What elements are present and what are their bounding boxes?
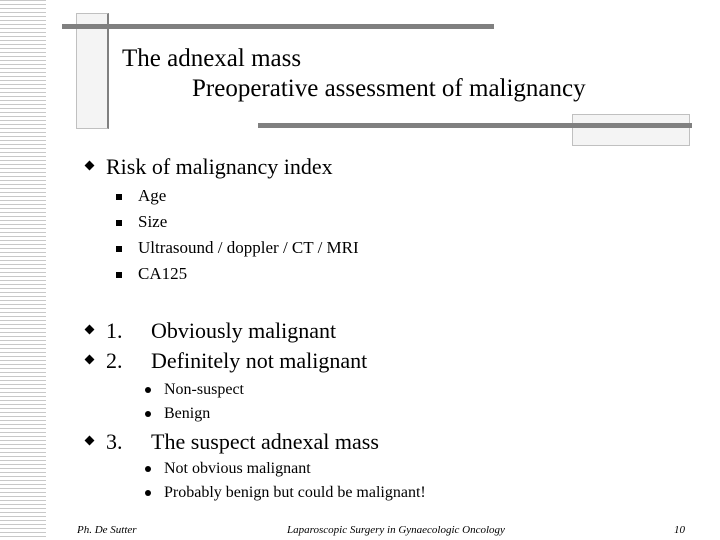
bullet-diamond-icon — [85, 436, 95, 446]
category-2-subitem: Benign — [164, 405, 211, 422]
bullet-dot-icon — [145, 411, 151, 417]
bullet-dot-icon — [145, 466, 151, 472]
category-3-subitem: Not obvious malignant — [164, 460, 311, 477]
category-3-number: 3. — [106, 429, 123, 454]
bullet-dot-icon — [145, 387, 151, 393]
footer-author: Ph. De Sutter — [77, 524, 137, 536]
category-3-subitem: Probably benign but could be malignant! — [164, 484, 426, 501]
bullet-diamond-icon — [85, 325, 95, 335]
title-bar-top — [62, 24, 494, 29]
category-3-label: The suspect adnexal mass — [151, 429, 379, 454]
title-bar-bottom — [258, 123, 692, 128]
bullet-square-icon — [116, 246, 122, 252]
bullet-square-icon — [116, 194, 122, 200]
bullet-diamond-icon — [85, 161, 95, 171]
bullet-dot-icon — [145, 490, 151, 496]
bullet-square-icon — [116, 272, 122, 278]
rmi-item-ca125: CA125 — [138, 264, 188, 283]
striped-margin — [0, 0, 46, 540]
category-2-label: Definitely not malignant — [151, 348, 368, 373]
bullet-diamond-icon — [85, 355, 95, 365]
category-1-label: Obviously malignant — [151, 318, 337, 343]
rmi-item-size: Size — [138, 212, 168, 231]
rmi-item-imaging: Ultrasound / doppler / CT / MRI — [138, 238, 359, 257]
footer-page-number: 10 — [674, 524, 685, 536]
title-frame-right — [572, 114, 690, 146]
rmi-heading: Risk of malignancy index — [106, 154, 333, 179]
slide-title-line-2: Preoperative assessment of malignancy — [192, 75, 586, 102]
bullet-square-icon — [116, 220, 122, 226]
category-2-subitem: Non-suspect — [164, 381, 244, 398]
title-frame-left — [76, 13, 109, 129]
category-2-number: 2. — [106, 348, 123, 373]
slide-title-line-1: The adnexal mass — [122, 45, 302, 72]
rmi-item-age: Age — [138, 186, 167, 205]
category-1-number: 1. — [106, 318, 123, 343]
footer-course: Laparoscopic Surgery in Gynaecologic Oncology — [287, 524, 505, 536]
